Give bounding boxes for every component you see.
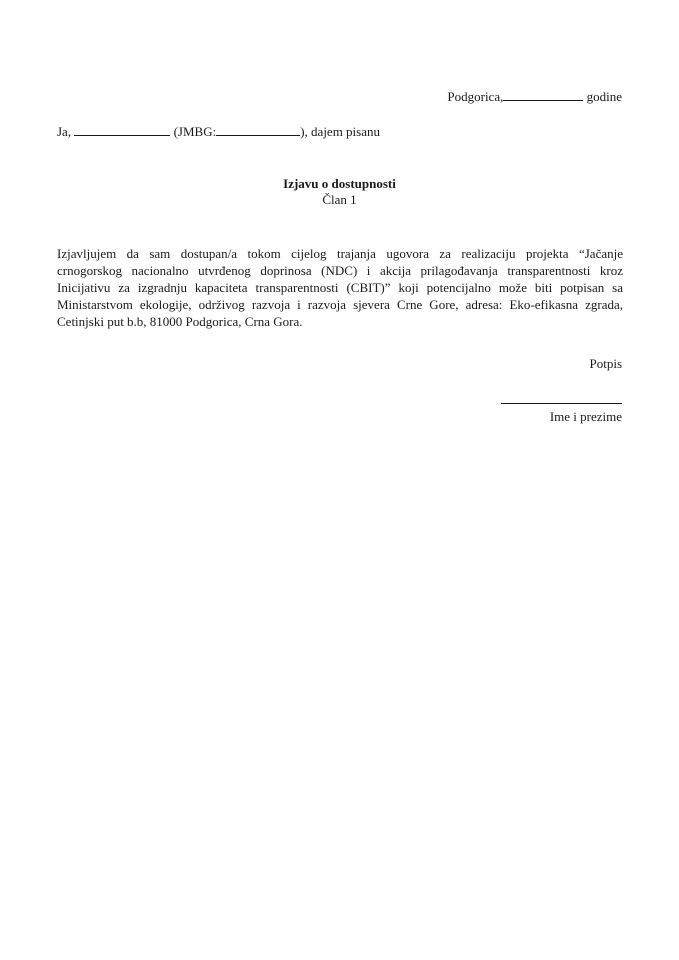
- paragraph-line: crnogorskog nacionalno utvrđenog doprinosa (NDC) i akcija prilagođavanja transparentnosti kroz: [57, 263, 623, 278]
- article-heading: Član 1: [322, 192, 357, 207]
- signature-label: Potpis: [589, 356, 622, 371]
- paragraph-line: Inicijativu za izgradnju kapaciteta transparentnosti (CBIT)” koji potencijalno može biti potpisan sa: [57, 280, 623, 295]
- jmbg-blank-field[interactable]: [216, 123, 300, 136]
- ja-label: Ja,: [57, 124, 72, 139]
- date-blank-field[interactable]: [503, 88, 583, 101]
- paragraph-line: Ministarstvom ekologije, održivog razvoja i razvoja sjevera Crne Gore, adresa: Eko-efikasna zgrada,: [57, 297, 623, 312]
- year-suffix-label: godine: [586, 89, 622, 104]
- document-title: Izjavu o dostupnosti: [283, 176, 396, 191]
- declaration-paragraph: [57, 245, 623, 330]
- full-name-label: Ime i prezime: [549, 409, 622, 424]
- paragraph-line: Cetinjski put b.b, 81000 Podgorica, Crna Gora.: [57, 314, 303, 329]
- city-label: Podgorica,: [447, 89, 504, 104]
- signature-line[interactable]: [501, 403, 622, 404]
- jmbg-label: (JMBG:: [173, 124, 217, 139]
- declarant-line: [57, 123, 380, 140]
- declaration-suffix: ), dajem pisanu: [300, 124, 381, 139]
- date-line: [447, 88, 622, 105]
- paragraph-line: Izjavljujem da sam dostupan/a tokom cijelog trajanja ugovora za realizaciju projekta “Jačanje: [57, 246, 623, 261]
- name-blank-field[interactable]: [74, 123, 170, 136]
